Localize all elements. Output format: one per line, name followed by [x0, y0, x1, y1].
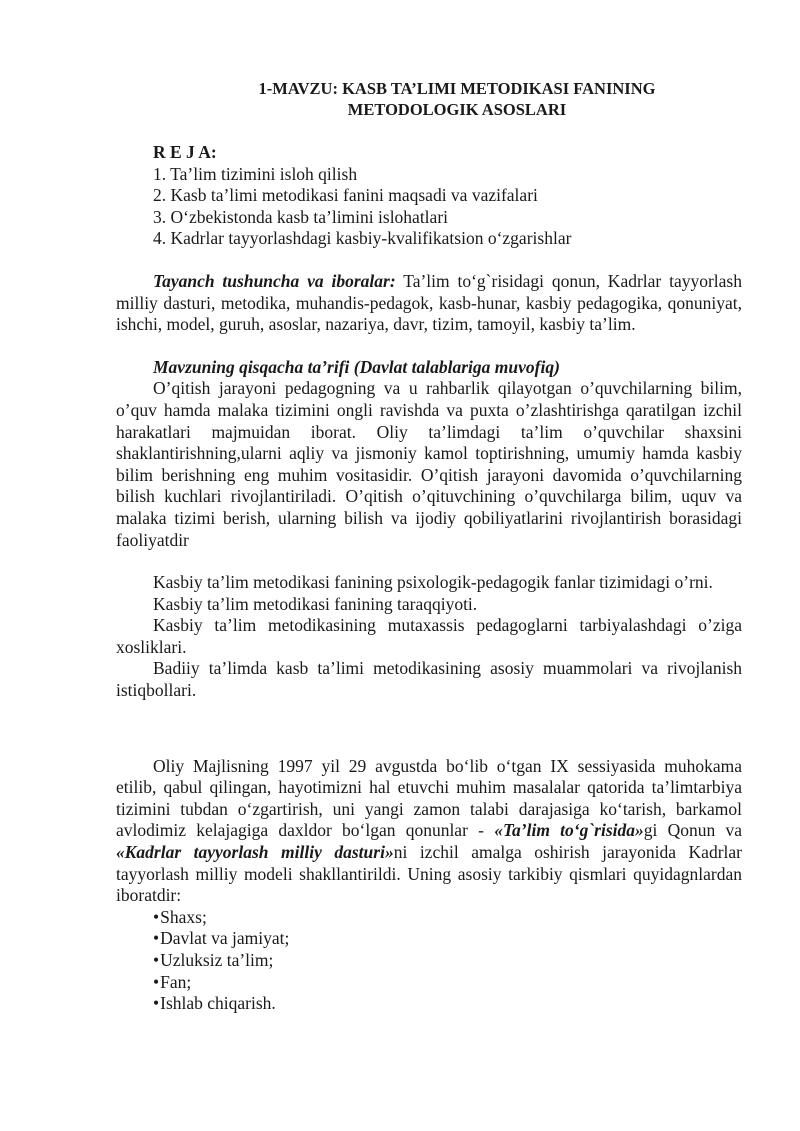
components-list: [116, 907, 742, 1015]
topic-paragraph: Kasbiy ta’lim metodikasi fanining psixologik-pedagogik fanlar tizimidagi o’rni.: [153, 572, 713, 593]
plan-section: [116, 142, 742, 250]
topic-paragraph: Kasbiy ta’lim metodikasi fanining taraqqiyoti.: [153, 593, 478, 614]
keywords-text: Ta’lim to‘g`risidagi qonun, Kadrlar tayyorlash milliy dasturi, metodika, muhandis-pedagok, kasb-hunar, kasbiy pedagogika, qonuniyat, ishchi, model, guruh, asoslar, nazariya, davr, tizim, tamoyil, kasbiy ta’lim.: [116, 270, 742, 335]
plan-item: 2. Kasb ta’limi metodikasi fanini maqsadi va vazifalari: [153, 185, 538, 206]
page-title: [172, 78, 742, 120]
main-text-1: Oliy Majlisning 1997 yil 29 avgustda bo‘lib o‘tgan IX sessiyasida muhokama etilib, qabul qilingan, hayotimizni hal etuvchi muhim masalalar qatorida ta’limtarbiya tizimini tubdan o‘zgartirish, uni yangi zamon talabi darajasiga ko‘tarish, barkamol avlodimiz kelajagiga daxldor bo‘lgan qonunlar -: [116, 755, 742, 841]
keywords-paragraph: [116, 271, 742, 336]
summary-paragraph: O’qitish jarayoni pedagogning va u rahbarlik qilayotgan o’quvchilarning bilim, o’quv hamda malaka tizimini ongli ravishda va puxta o’zlashtirishga qaratilgan izchil harakatlari majmuidan iborat. Oliy ta’limdagi ta’lim o’quvchilar shaxsini shaklantirishning,ularni aqliy va jismoniy kamol toptirishning, umumiy hamda kasbiy bilim berishning eng muhim vositasidir. O’qitish jarayoni davomida o’quvchilarning bilish kuchlari rivojlantiriladi. O’qitish o’qituvchining o’quvchilarga bilim, uquv va malaka tizimi berish, ularning bilish va ijodiy qobiliyatlarini rivojlantirish borasidagi faoliyatdir: [116, 378, 742, 550]
title-line-2: METODOLOGIK ASOSLARI: [347, 100, 567, 119]
list-item: • Ishlab chiqarish.: [153, 993, 742, 1015]
list-item: • Davlat va jamiyat;: [153, 928, 742, 950]
list-item: • Uzluksiz ta’lim;: [153, 950, 742, 972]
document-body: [116, 78, 742, 1015]
plan-item: 3. O‘zbekistonda kasb ta’limini islohatlari: [153, 206, 449, 227]
plan-heading: R E J A:: [153, 142, 217, 162]
main-text-3: ni izchil amalga oshirish jarayonida Kadrlar tayyorlash milliy modeli shakllantirildi. Uning asosiy tarkibiy qismlari quyidagnlardan iboratdir:: [116, 842, 742, 906]
law-title-2: «Kadrlar tayyorlash milliy dasturi»: [116, 842, 394, 863]
list-item: • Shaxs;: [153, 907, 742, 929]
plan-item: 1. Ta’lim tizimini isloh qilish: [153, 163, 358, 184]
topic-paragraph: Badiiy ta’limda kasb ta’limi metodikasining asosiy muammolari va rivojlanish istiqbollari.: [116, 658, 742, 701]
main-paragraph: [116, 756, 742, 907]
list-item: • Fan;: [153, 972, 742, 994]
summary-heading: Mavzuning qisqacha ta’rifi (Davlat talablariga muvofiq): [153, 356, 560, 377]
keywords-label: Tayanch tushuncha va iboralar:: [153, 270, 396, 291]
topic-paragraph: Kasbiy ta’lim metodikasining mutaxassis pedagoglarni tarbiyalashdagi o’ziga xosliklari.: [116, 615, 742, 657]
title-line-1: 1-MAVZU: KASB TA’LIMI METODIKASI FANINING: [258, 79, 656, 98]
main-text-2: gi Qonun va: [643, 820, 742, 841]
plan-item: 4. Kadrlar tayyorlashdagi kasbiy-kvalifikatsion o‘zgarishlar: [153, 228, 572, 249]
law-title-1: «Ta’lim to‘g`risida»: [494, 820, 644, 841]
